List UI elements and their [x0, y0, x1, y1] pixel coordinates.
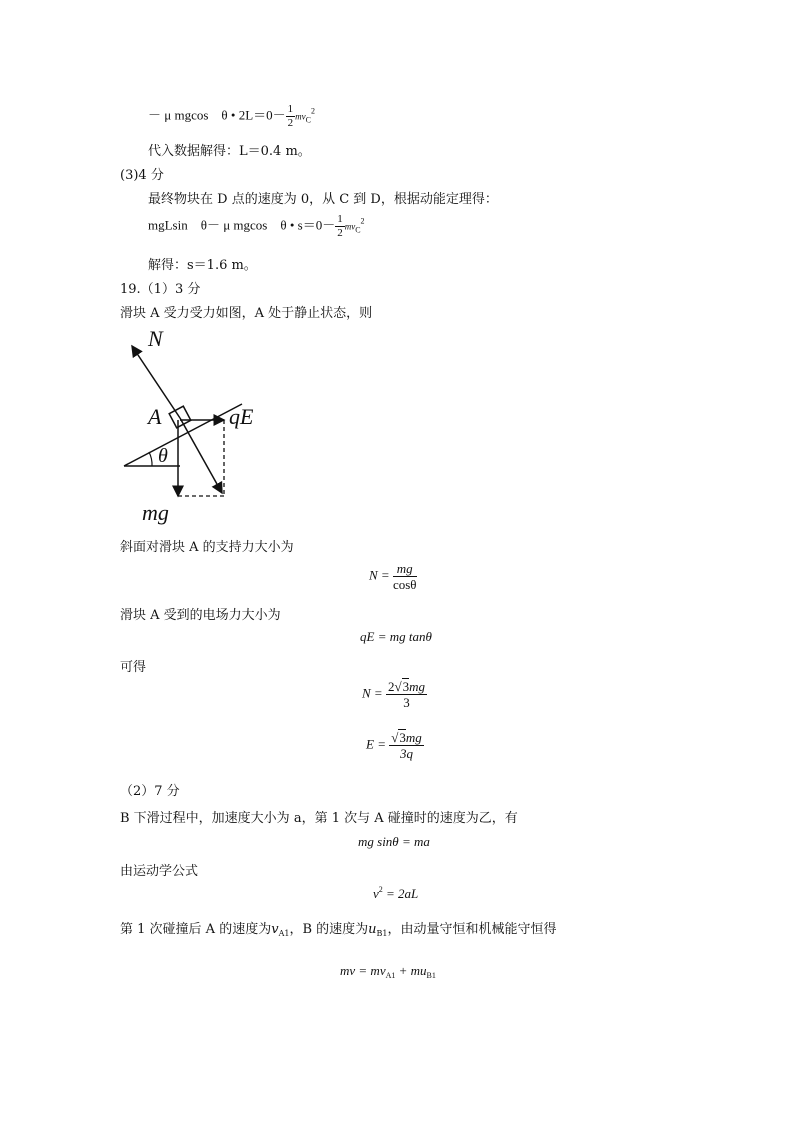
field-text: 滑块 A 受到的电场力大小为 — [120, 608, 281, 623]
eq-n2-lhs: N = — [362, 685, 383, 701]
eq-n — [369, 562, 417, 591]
num-pre: 2 — [387, 679, 395, 694]
eq-v2-sup: 2 — [378, 885, 383, 894]
num-root: 3 — [399, 730, 406, 745]
num-root: 3 — [402, 679, 410, 694]
eq-momentum-b-sub: B1 — [426, 971, 436, 980]
fraction — [386, 680, 427, 709]
final-d-line: 最终物块在 D 点的速度为 0，从 C 到 D，根据动能定理得： — [148, 192, 498, 207]
num-post: mg — [405, 730, 422, 745]
label-n: N — [148, 326, 163, 351]
part3-heading: (3)4 分 — [120, 168, 164, 183]
eq-energy — [148, 214, 365, 239]
frac-num: 1 — [337, 213, 343, 225]
eq-momentum-a-sub: A1 — [385, 971, 396, 980]
force-diagram — [112, 318, 292, 533]
frac-den: 3 — [403, 695, 410, 710]
eq-tail-sup: 2 — [360, 216, 365, 226]
frac-den: 3q — [399, 746, 413, 761]
collision-mid: ，B 的速度为 — [289, 922, 369, 937]
collision-post: ，由动量守恒和机械能守恒得 — [387, 922, 557, 937]
label-a: A — [148, 404, 162, 429]
fraction — [286, 104, 296, 129]
eq-tail-sup: 2 — [310, 106, 315, 116]
eq-momentum-a: mv = mv — [340, 963, 386, 978]
collision-u-sub: B1 — [376, 929, 388, 938]
fraction — [393, 562, 417, 591]
eq-momentum — [340, 963, 436, 980]
eq-e — [366, 731, 424, 760]
eq-momentum-b: + mu — [395, 963, 427, 978]
eq-n-lhs: N = — [369, 567, 390, 583]
q19-heading: 19.（1）3 分 — [120, 282, 201, 297]
frac-den: 2 — [287, 117, 294, 129]
num-post: mg — [409, 679, 425, 694]
result-text: 可得 — [120, 660, 147, 675]
b-slide-text: B 下滑过程中，加速度大小为 a，第 1 次与 A 碰撞时的速度为乙，有 — [120, 811, 518, 826]
eq-e-lhs: E = — [366, 736, 386, 752]
frac-num: 2√3mg — [387, 679, 425, 694]
eq-tail-sub: C — [305, 115, 311, 125]
kinematics-text: 由运动学公式 — [120, 864, 199, 879]
frac-den: cosθ — [392, 577, 417, 592]
substitute-line: 代入数据解得：L＝0.4 m。 — [148, 144, 311, 159]
eq-v2 — [373, 885, 418, 902]
eq-qe: qE = mg tanθ — [360, 629, 432, 644]
label-qe: qE — [229, 404, 254, 429]
eq-v2-base: v — [373, 886, 379, 901]
collision-u: u — [368, 922, 377, 937]
eq-v2-rest: = 2aL — [382, 886, 419, 901]
fraction — [389, 731, 424, 760]
label-mg: mg — [142, 500, 169, 525]
eq-ma: mg sinθ = ma — [358, 834, 430, 849]
eq-tail: mv — [344, 221, 356, 232]
fraction — [335, 214, 345, 239]
frac-den: 2 — [337, 227, 343, 239]
solve-s-line: 解得：s＝1.6 m。 — [148, 258, 257, 273]
resultant-arrow — [180, 418, 222, 493]
eq-energy-prefix: mgLsin θ－ μ mgcos θ • s＝0－ — [148, 217, 336, 233]
collision-v-sub: A1 — [278, 929, 290, 938]
eq-tail-sub: C — [355, 225, 361, 235]
frac-num: √3mg — [391, 730, 422, 745]
collision-v: v — [271, 922, 279, 937]
frac-num: mg — [393, 562, 417, 577]
frac-num: 1 — [287, 103, 294, 115]
eq-friction-top — [148, 104, 315, 129]
support-text: 斜面对滑块 A 的支持力大小为 — [120, 540, 294, 555]
slider-intro: 滑块 A 受力受力如图，A 处于静止状态，则 — [120, 306, 373, 321]
eq-n2 — [362, 680, 427, 709]
eq-tail: mv — [295, 111, 306, 122]
label-theta: θ — [158, 445, 168, 467]
collision-pre: 第 1 次碰撞后 A 的速度为 — [120, 922, 272, 937]
part2-heading: （2）7 分 — [120, 784, 180, 799]
eq-friction-prefix: － μ mgcos θ • 2L＝0－ — [148, 107, 286, 123]
collision-text — [120, 918, 556, 938]
theta-arc — [149, 452, 152, 466]
